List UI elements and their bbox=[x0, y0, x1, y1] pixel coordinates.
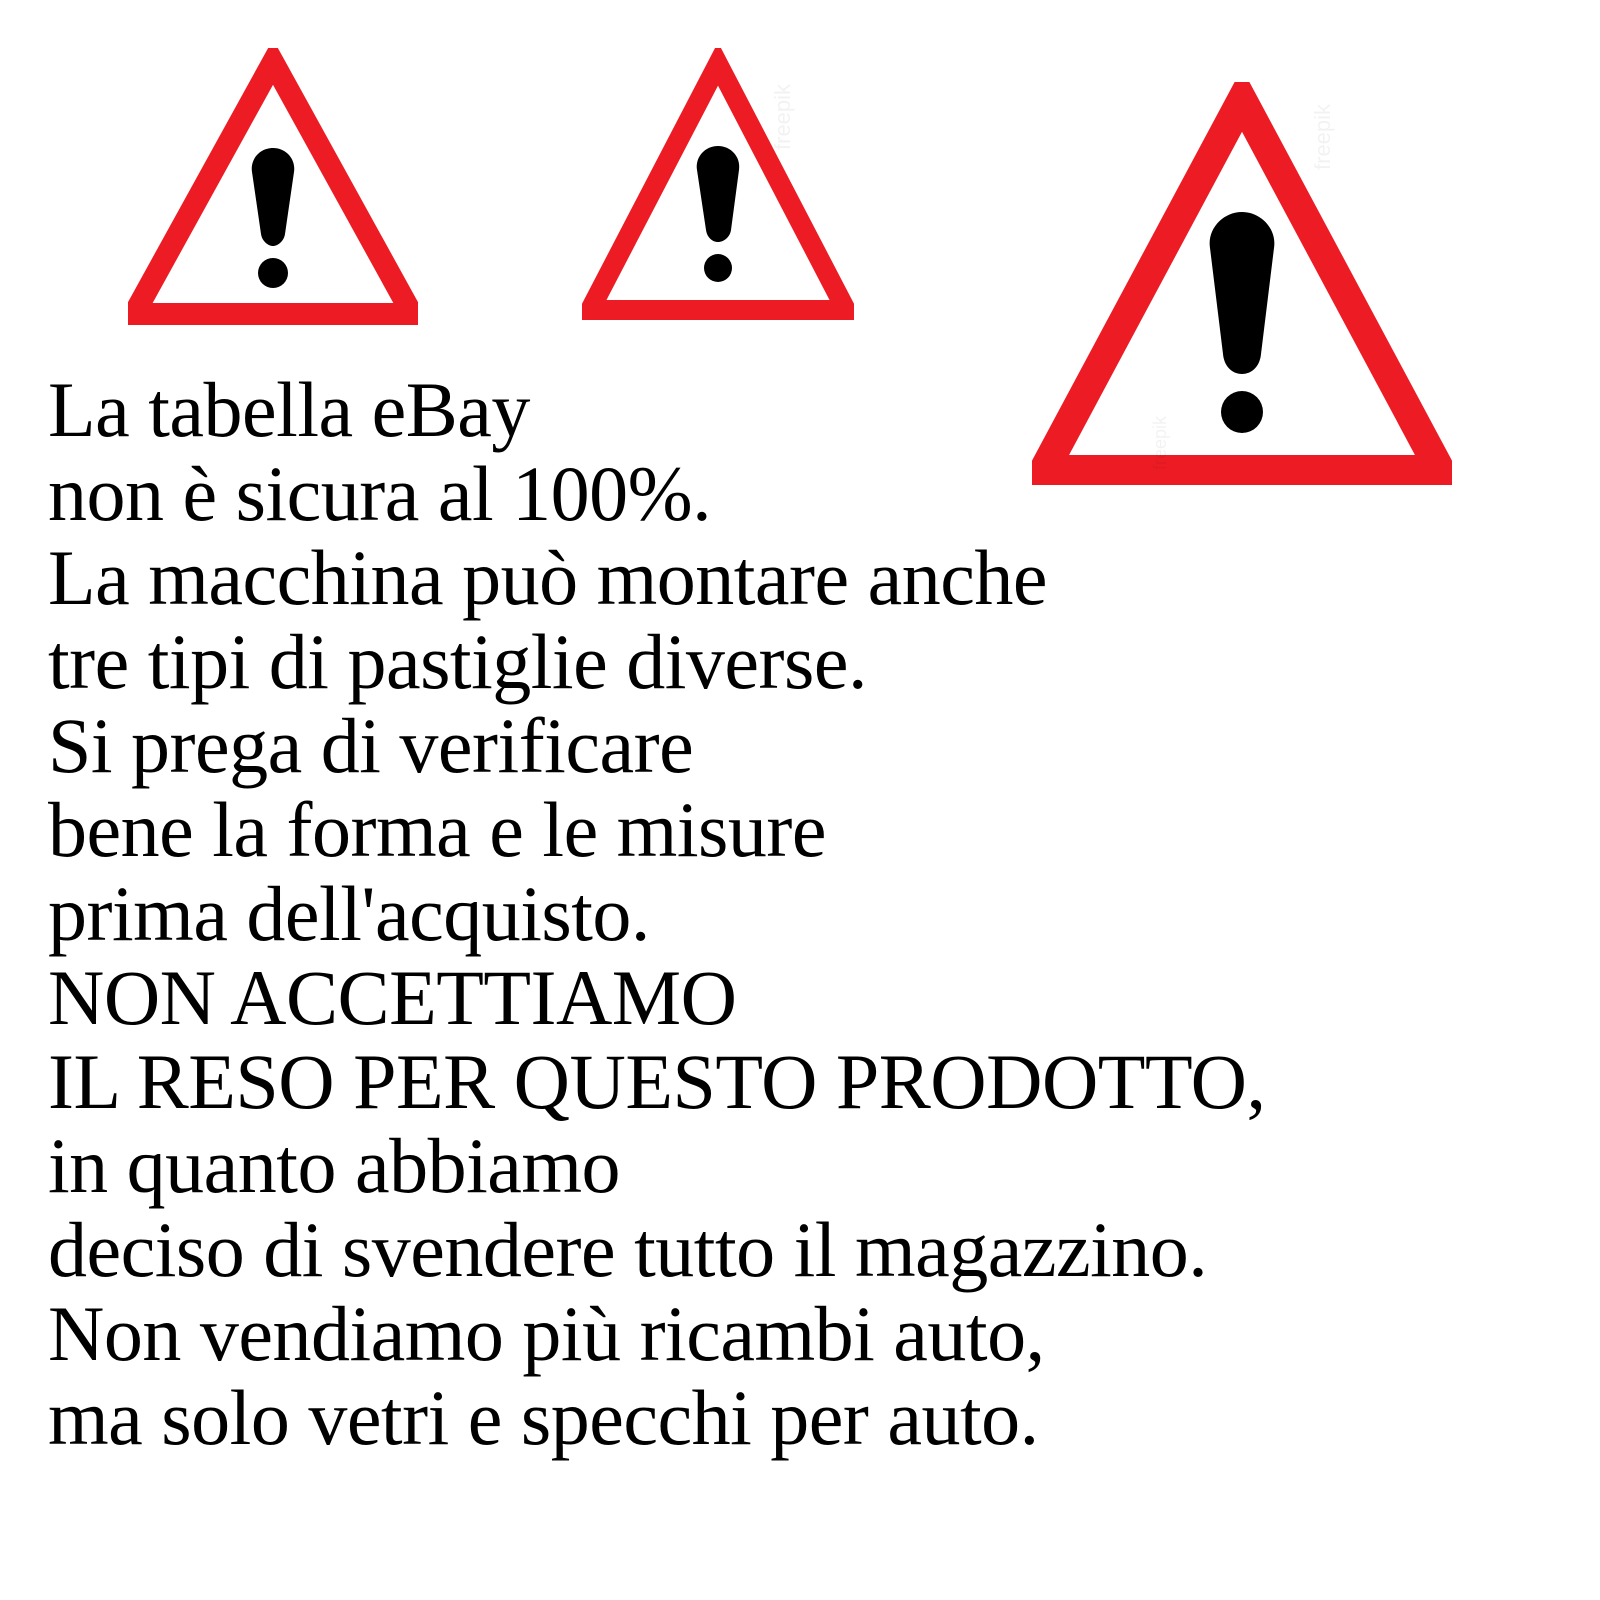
notice-line: deciso di svendere tutto il magazzino. bbox=[48, 1206, 1208, 1293]
notice-line: Non vendiamo più ricambi auto, bbox=[48, 1290, 1045, 1377]
notice-line: IL RESO PER QUESTO PRODOTTO, bbox=[48, 1038, 1266, 1125]
warning-triangle-icon bbox=[582, 48, 854, 328]
watermark-label: freepik bbox=[1310, 103, 1335, 170]
notice-line: tre tipi di pastiglie diverse. bbox=[48, 618, 867, 705]
watermark-label: freepik bbox=[770, 83, 795, 150]
notice-line: bene la forma e le misure bbox=[48, 786, 826, 873]
notice-line: ma solo vetri e specchi per auto. bbox=[48, 1374, 1039, 1461]
warning-triangle-icon bbox=[128, 48, 418, 328]
notice-line: non è sicura al 100%. bbox=[48, 450, 712, 537]
notice-line: La tabella eBay bbox=[48, 366, 530, 453]
watermark-label: freepik bbox=[1150, 415, 1170, 470]
notice-line: La macchina può montare anche bbox=[48, 534, 1048, 621]
notice-line: prima dell'acquisto. bbox=[48, 870, 650, 957]
notice-line: NON ACCETTIAMO bbox=[48, 954, 737, 1041]
notice-text-block bbox=[48, 368, 1568, 1460]
notice-line: in quanto abbiamo bbox=[48, 1122, 621, 1209]
notice-line: Si prega di verificare bbox=[48, 702, 694, 789]
